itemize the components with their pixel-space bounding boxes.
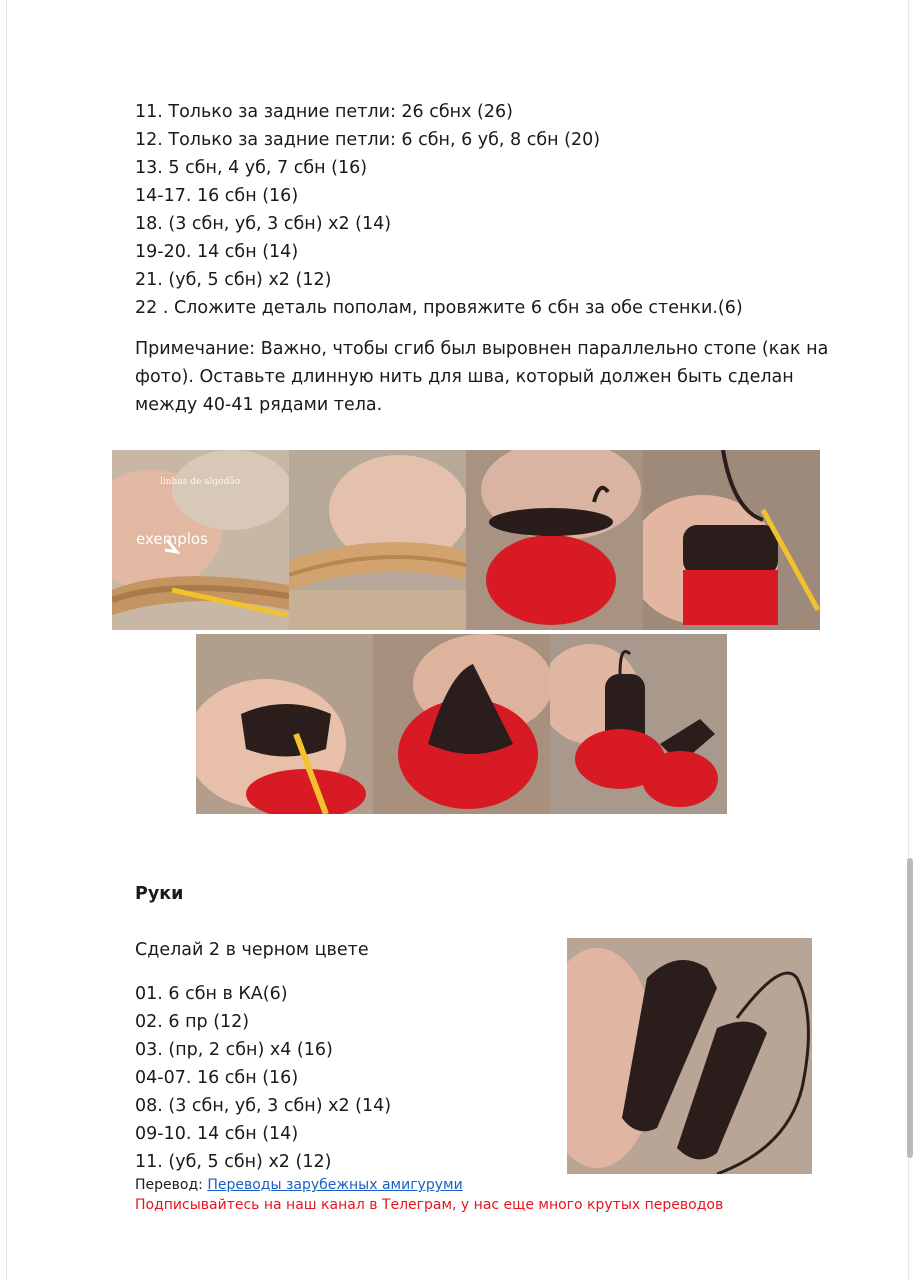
pattern-row: 12. Только за задние петли: 6 сбн, 6 уб, 8 сбн (20) <box>135 130 601 150</box>
photo-black-fold-red-base <box>373 634 550 814</box>
pattern-row: 11. Только за задние петли: 26 сбнх (26) <box>135 102 513 122</box>
pattern-row: 02. 6 пр (12) <box>135 1012 250 1032</box>
pattern-row: 13. 5 сбн, 4 уб, 7 сбн (16) <box>135 158 368 178</box>
telegram-subscribe-text: Подписывайтесь на наш канал в Телеграм, у нас еще много крутых переводов <box>135 1197 724 1213</box>
photo-sewing-fold <box>196 634 373 814</box>
translation-label: Перевод: <box>135 1177 208 1193</box>
photo-strip-bottom <box>196 634 727 814</box>
pattern-row: 04-07. 16 сбн (16) <box>135 1068 299 1088</box>
pattern-row: 01. 6 сбн в КА(6) <box>135 984 288 1004</box>
translation-credit <box>135 1176 463 1194</box>
photo-two-finished-legs <box>550 634 727 814</box>
pattern-row: 19-20. 14 сбн (14) <box>135 242 299 262</box>
pattern-row: 14-17. 16 сбн (16) <box>135 186 299 206</box>
note-paragraph: Примечание: Важно, чтобы сгиб был выровнен параллельно стопе (как на фото). Оставьте длинную нить для шва, который должен быть сделан между 40-41 рядами тела. <box>135 339 829 415</box>
photo-caption-label: exemplos <box>136 530 208 548</box>
photo-braided-edge <box>289 450 466 630</box>
pattern-row: 21. (уб, 5 сбн) х2 (12) <box>135 270 332 290</box>
section-title-arms: Руки <box>135 884 184 904</box>
pattern-row: 03. (пр, 2 сбн) х4 (16) <box>135 1040 333 1060</box>
photo-red-base-black-top <box>466 450 643 630</box>
pattern-row: 18. (3 сбн, уб, 3 сбн) х2 (14) <box>135 214 392 234</box>
pattern-row: 22 . Сложите деталь пополам, провяжите 6 сбн за обе стенки.(6) <box>135 298 743 318</box>
pattern-row: 08. (3 сбн, уб, 3 сбн) х2 (14) <box>135 1096 392 1116</box>
scrollbar[interactable] <box>907 858 913 1158</box>
pattern-rows-arms <box>135 980 391 1176</box>
pattern-rows-leg <box>135 98 743 322</box>
instruction-make-two: Сделай 2 в черном цвете <box>135 940 369 960</box>
translation-link[interactable]: Переводы зарубежных амигуруми <box>207 1177 463 1193</box>
photo-fold-in-hand <box>643 450 820 630</box>
pattern-row: 11. (уб, 5 сбн) х2 (12) <box>135 1152 332 1172</box>
pattern-row: 09-10. 14 сбн (14) <box>135 1124 299 1144</box>
watermark-brand: linhas de algodão <box>160 477 241 487</box>
photo-black-arms <box>567 938 812 1174</box>
